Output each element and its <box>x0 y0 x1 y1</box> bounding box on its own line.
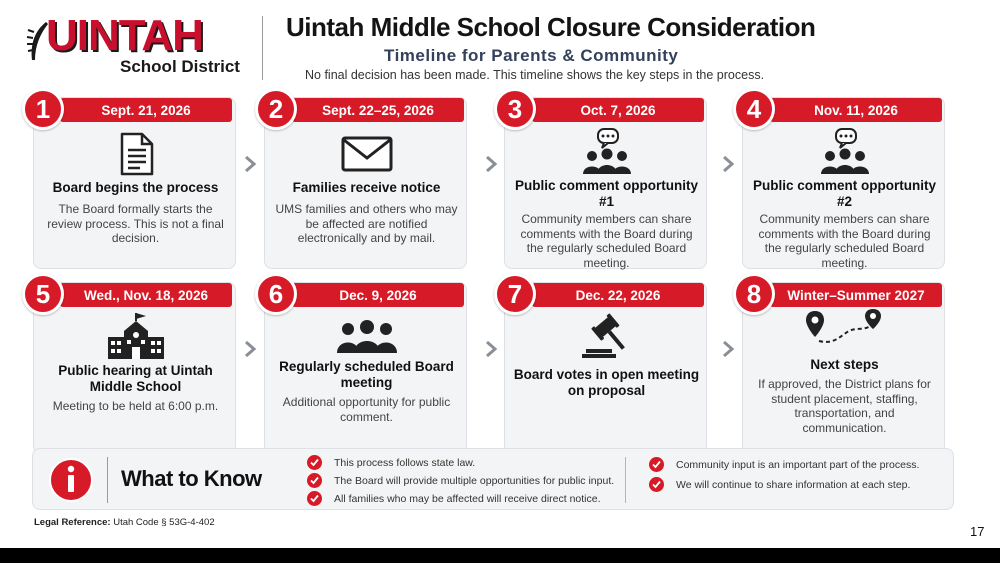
timeline-card-6 <box>264 282 467 454</box>
legal-reference: Legal Reference: Utah Code § 53G-4-402 <box>34 517 215 528</box>
info-icon <box>43 457 99 503</box>
step-description: Additional opportunity for public comment. <box>282 395 451 424</box>
step-title: Families receive notice <box>292 180 441 195</box>
timeline-card-5 <box>33 282 236 454</box>
step-number-badge: 4 <box>733 88 775 130</box>
step-title: Next steps <box>810 357 879 372</box>
info-item: The Board will provide multiple opportunities for public input. <box>307 473 614 488</box>
info-item: All families who may be affected will receive direct notice. <box>307 491 601 506</box>
route-map-icon <box>805 309 885 347</box>
step-description: UMS families and others who may be affected are notified electronically and by mail. <box>275 202 458 245</box>
panel-divider <box>107 457 108 503</box>
page-subtitle: Timeline for Parents & Community <box>384 46 679 65</box>
step-date: Dec. 22, 2026 <box>532 283 704 307</box>
info-item: Community input is an important part of the process. <box>649 457 919 472</box>
step-number-badge: 2 <box>255 88 297 130</box>
check-icon <box>307 455 322 470</box>
header-divider <box>262 16 263 80</box>
info-item: This process follows state law. <box>307 455 475 470</box>
step-description: Community members can share comments with the Board during the regularly scheduled Board meeting. <box>520 212 693 270</box>
check-icon <box>307 491 322 506</box>
check-icon <box>307 473 322 488</box>
step-description: Community members can share comments with the Board during the regularly scheduled Board meeting. <box>758 212 931 270</box>
step-title: Public comment opportunity #2 <box>752 178 936 209</box>
page-number: 17 <box>970 524 985 539</box>
chevron-right-icon <box>243 340 257 358</box>
page-title: Uintah Middle School Closure Consideration <box>286 12 816 42</box>
step-description: The Board formally starts the review process. This is not a final decision. <box>47 202 224 245</box>
step-title: Regularly scheduled Board meeting <box>279 359 454 390</box>
school-building-icon <box>106 311 166 361</box>
logo-wordmark: UINTAH <box>46 11 203 60</box>
step-date: Oct. 7, 2026 <box>532 98 704 122</box>
check-icon <box>649 477 664 492</box>
step-number-badge: 7 <box>494 273 536 315</box>
chevron-right-icon <box>484 340 498 358</box>
step-title: Public hearing at Uintah Middle School <box>58 363 213 394</box>
step-date: Winter–Summer 2027 <box>770 283 942 307</box>
envelope-icon <box>341 136 393 172</box>
step-date: Nov. 11, 2026 <box>770 98 942 122</box>
chevron-right-icon <box>484 155 498 173</box>
document-icon <box>116 132 156 176</box>
group-icon <box>334 319 400 355</box>
check-icon <box>649 457 664 472</box>
step-title: Board begins the process <box>52 180 219 195</box>
chevron-right-icon <box>721 340 735 358</box>
public-comment-icon <box>580 128 634 176</box>
chevron-right-icon <box>721 155 735 173</box>
chevron-right-icon <box>243 155 257 173</box>
step-number-badge: 6 <box>255 273 297 315</box>
step-number-badge: 5 <box>22 273 64 315</box>
what-to-know-title: What to Know <box>121 466 262 491</box>
panel-divider <box>625 457 626 503</box>
logo-subtitle: School District <box>120 57 240 76</box>
timeline-card-7 <box>504 282 707 454</box>
step-date: Sept. 22–25, 2026 <box>292 98 464 122</box>
gavel-icon <box>580 313 634 359</box>
what-to-know-panel <box>32 448 954 510</box>
intro-text: No final decision has been made. This timeline shows the key steps in the process. <box>305 68 765 82</box>
step-number-badge: 1 <box>22 88 64 130</box>
timeline-card-4 <box>742 97 945 269</box>
step-description: If approved, the District plans for student placement, staffing, transportation, and communication. <box>758 377 931 435</box>
step-number-badge: 3 <box>494 88 536 130</box>
step-date: Dec. 9, 2026 <box>292 283 464 307</box>
district-logo <box>26 11 246 80</box>
timeline-card-2 <box>264 97 467 269</box>
step-title: Board votes in open meeting on proposal <box>513 367 700 398</box>
step-date: Sept. 21, 2026 <box>60 98 232 122</box>
info-item: We will continue to share information at each step. <box>649 477 910 492</box>
step-description: Meeting to be held at 6:00 p.m. <box>52 399 219 413</box>
timeline-card-8 <box>742 282 945 454</box>
timeline-card-3 <box>504 97 707 269</box>
public-comment-icon <box>818 128 872 176</box>
step-title: Public comment opportunity #1 <box>514 178 698 209</box>
step-number-badge: 8 <box>733 273 775 315</box>
timeline-card-1 <box>33 97 236 269</box>
step-date: Wed., Nov. 18, 2026 <box>60 283 232 307</box>
